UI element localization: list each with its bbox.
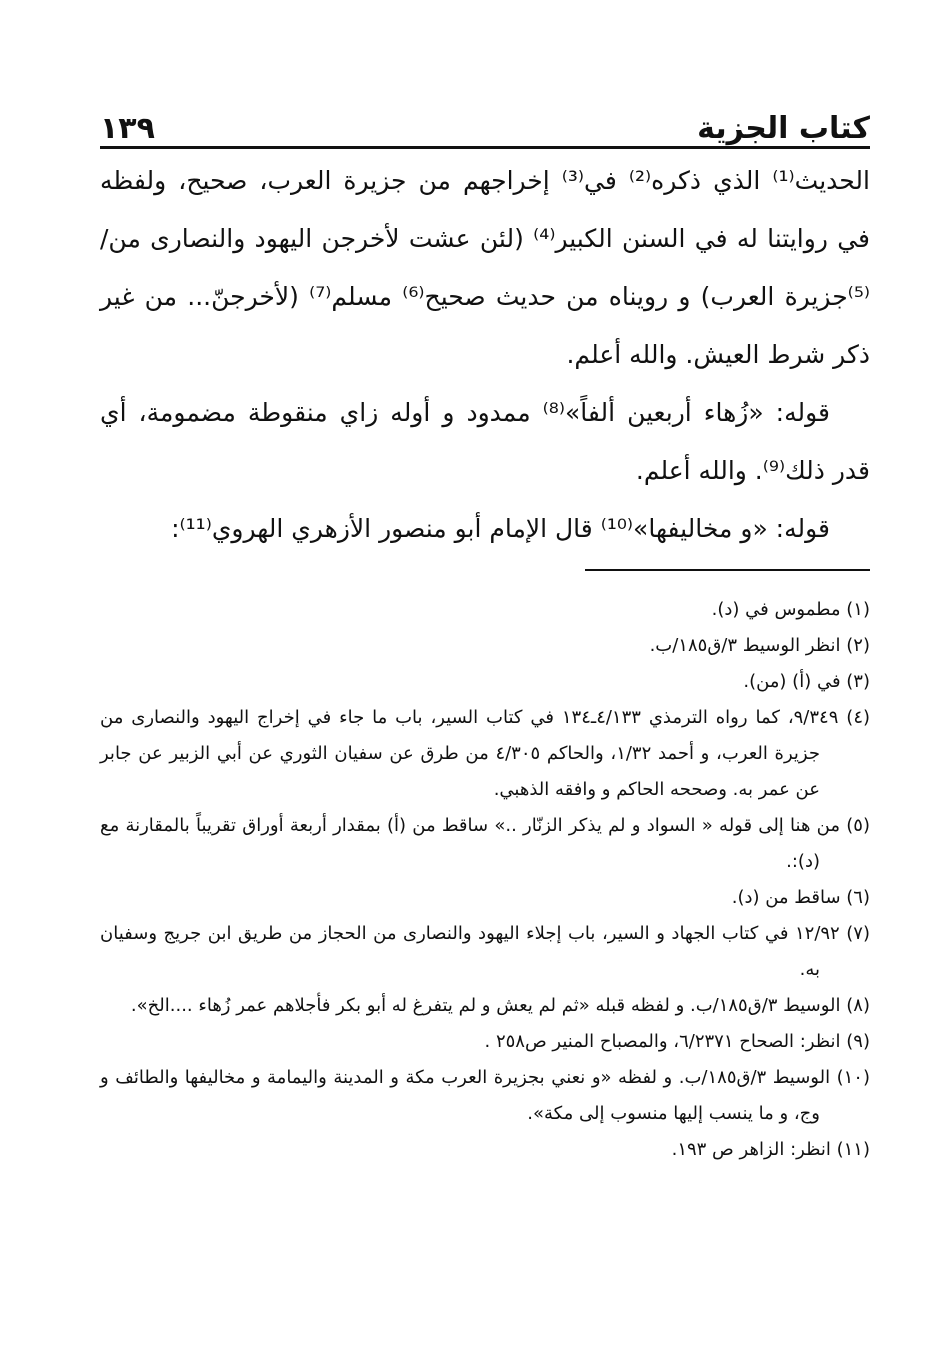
body-paragraph-1: الحديث⁽¹⁾ الذي ذكره⁽²⁾ في⁽³⁾ إخراجهم من جزيرة العرب، صحيح، ولفظه في روايتنا له في السنن الكبير⁽⁴⁾ (لئن عشت لأخرجن اليهود والنصارى من/⁽⁵⁾جزيرة العرب) و رويناه من حديث صحيح⁽⁶⁾ مسلم⁽⁷⁾ (لأخرجنّ... من غير ذكر شرط العيش. والله أعلم. xyxy=(100,166,870,369)
body-paragraph-3: قوله: «و مخاليفها»⁽¹⁰⁾ قال الإمام أبو منصور الأزهري الهروي⁽¹¹⁾: xyxy=(171,514,830,543)
footnote-8: (٨) الوسيط ٣/ق١٨٥/ب. و لفظه قبله «ثم لم يعش و لم يتفرغ له أبو بكر فأجلاهم عمر زُهاء ....الخ». xyxy=(130,995,870,1016)
footnote-7: (٧) ١٢/٩٢ في كتاب الجهاد و السير، باب إجلاء اليهود والنصارى من الحجاز من طريق ابن جريج وسفيان به. xyxy=(100,923,870,980)
footnotes xyxy=(100,592,870,1168)
footnote-9: (٩) انظر: الصحاح ٦/٢٣٧١، والمصباح المنير ص٢٥٨ . xyxy=(484,1031,870,1052)
footnote-5: (٥) من هنا إلى قوله « السواد و لم يذكر الزنّار ..» ساقط من (أ) بمقدار أربعة أوراق تقريباً بالمقارنة مع (د):. xyxy=(100,815,870,872)
main-text xyxy=(100,152,870,558)
page-header xyxy=(100,100,870,144)
footnote-10: (١٠) الوسيط ٣/ق١٨٥/ب. و لفظه «و نعني بجزيرة العرب مكة و المدينة واليمامة و مخاليفها والطائف و وج، و ما ينسب إليها منسوب إلى مكة». xyxy=(100,1067,870,1124)
footnote-6: (٦) ساقط من (د). xyxy=(731,887,870,908)
footnote-1: (١) مطموس في (د). xyxy=(711,599,870,620)
footnote-11: (١١) انظر: الزاهر ص ١٩٣. xyxy=(671,1139,870,1160)
header-rule xyxy=(100,146,870,149)
footnote-3: (٣) في (أ) (من). xyxy=(743,671,870,692)
page-number: ١٣٩ xyxy=(100,111,155,146)
running-title: كتاب الجزية xyxy=(697,111,870,146)
footnote-4: (٤) ٩/٣٤٩، كما رواه الترمذي ٤/١٣٣ـ١٣٤ في كتاب السير، باب ما جاء في إخراج اليهود والنصارى من جزيرة العرب، و أحمد ١/٣٢، والحاكم ٤/٣٠٥ من طرق عن سفيان الثوري عن أبي الزبير عن جابر عن عمر به. وصححه الحاكم و وافقه الذهبي. xyxy=(100,707,871,800)
footnote-separator xyxy=(585,569,870,571)
body-paragraph-2: قوله: «زُهاء أربعين ألفاً»⁽⁸⁾ ممدود و أوله زاي منقوطة مضمومة، أي قدر ذلك⁽⁹⁾. والله أعلم. xyxy=(100,398,870,485)
footnote-2: (٢) انظر الوسيط ٣/ق١٨٥/ب. xyxy=(649,635,870,656)
